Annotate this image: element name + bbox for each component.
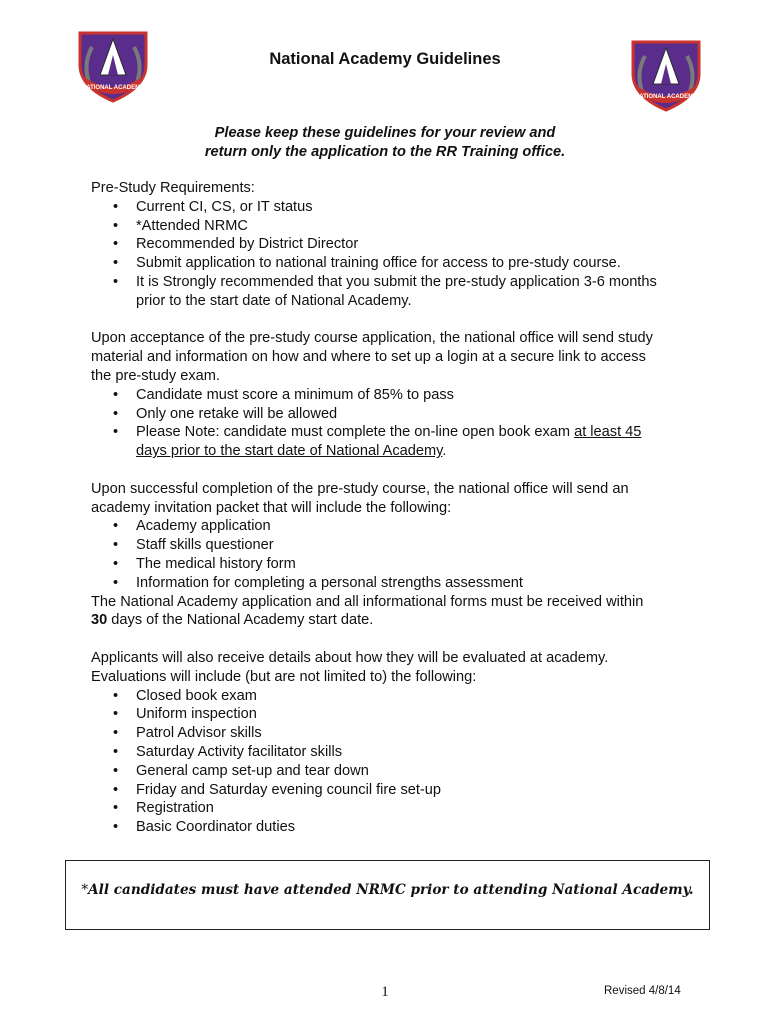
list-item: • Closed book exam xyxy=(113,687,257,704)
completion-paragraph: Upon successful completion of the pre-study course, the national office will send an academy invitation packet that will include the following: xyxy=(91,480,629,516)
forms-deadline-paragraph: The National Academy application and all informational forms must be received within 30 days of the National Academy start date. xyxy=(91,593,644,629)
revised-date: Revised 4/8/14 xyxy=(604,985,681,997)
logo-left-text: NATIONAL ACADEMY xyxy=(81,85,145,91)
subtitle-line-2: return only the application to the RR Training office. xyxy=(204,144,566,160)
page-number: 1 xyxy=(381,984,389,1000)
list-item: • General camp set-up and tear down xyxy=(113,762,369,779)
list-item: • The medical history form xyxy=(113,555,296,572)
list-item: • Please Note: candidate must complete the on-line open book exam at least 45 days prior to the start date of National Academy. xyxy=(113,424,642,460)
completion-list xyxy=(91,517,711,592)
list-item: • Patrol Advisor skills xyxy=(113,725,262,742)
list-item: • Candidate must score a minimum of 85% to pass xyxy=(113,386,454,403)
list-item: • Recommended by District Director xyxy=(113,236,359,253)
list-item: • Submit application to national training office for access to pre-study course. xyxy=(113,255,621,272)
nrmc-notice-box xyxy=(65,860,710,930)
acceptance-list xyxy=(91,386,711,461)
list-item: • Basic Coordinator duties xyxy=(113,819,295,836)
national-academy-logo-right xyxy=(627,34,705,114)
list-item: • Friday and Saturday evening council fire set-up xyxy=(113,781,442,798)
evaluation-list xyxy=(91,687,711,837)
list-item: • Registration xyxy=(113,800,214,817)
subtitle xyxy=(0,124,770,162)
page-title: National Academy Guidelines xyxy=(269,50,501,68)
list-item: • Information for completing a personal strengths assessment xyxy=(113,574,523,591)
prestudy-list xyxy=(91,198,711,311)
evaluation-paragraph: Applicants will also receive details about how they will be evaluated at academy. Evaluations will include (but are not limited to) the following: xyxy=(91,649,609,685)
document-body xyxy=(91,179,711,837)
list-item: • Only one retake will be allowed xyxy=(113,405,338,422)
logo-right-text: NATIONAL ACADEMY xyxy=(634,94,698,100)
list-item: • Staff skills questioner xyxy=(113,537,274,554)
list-item: • Uniform inspection xyxy=(113,706,257,723)
list-item: • Academy application xyxy=(113,518,271,535)
subtitle-line-1: Please keep these guidelines for your review and xyxy=(214,125,556,141)
list-item: • *Attended NRMC xyxy=(113,217,248,234)
acceptance-paragraph: Upon acceptance of the pre-study course application, the national office will send study material and information on how and where to set up a login at a secure link to access the pre-study exam. xyxy=(91,330,653,384)
nrmc-notice-text: *All candidates must have attended NRMC prior to attending National Academy. xyxy=(81,882,694,898)
list-item: • Current CI, CS, or IT status xyxy=(113,198,313,215)
list-item: • It is Strongly recommended that you submit the pre-study application 3-6 months prior to the start date of National Academy. xyxy=(113,273,657,309)
prestudy-heading: Pre-Study Requirements: xyxy=(91,180,255,196)
list-item: • Saturday Activity facilitator skills xyxy=(113,743,343,760)
